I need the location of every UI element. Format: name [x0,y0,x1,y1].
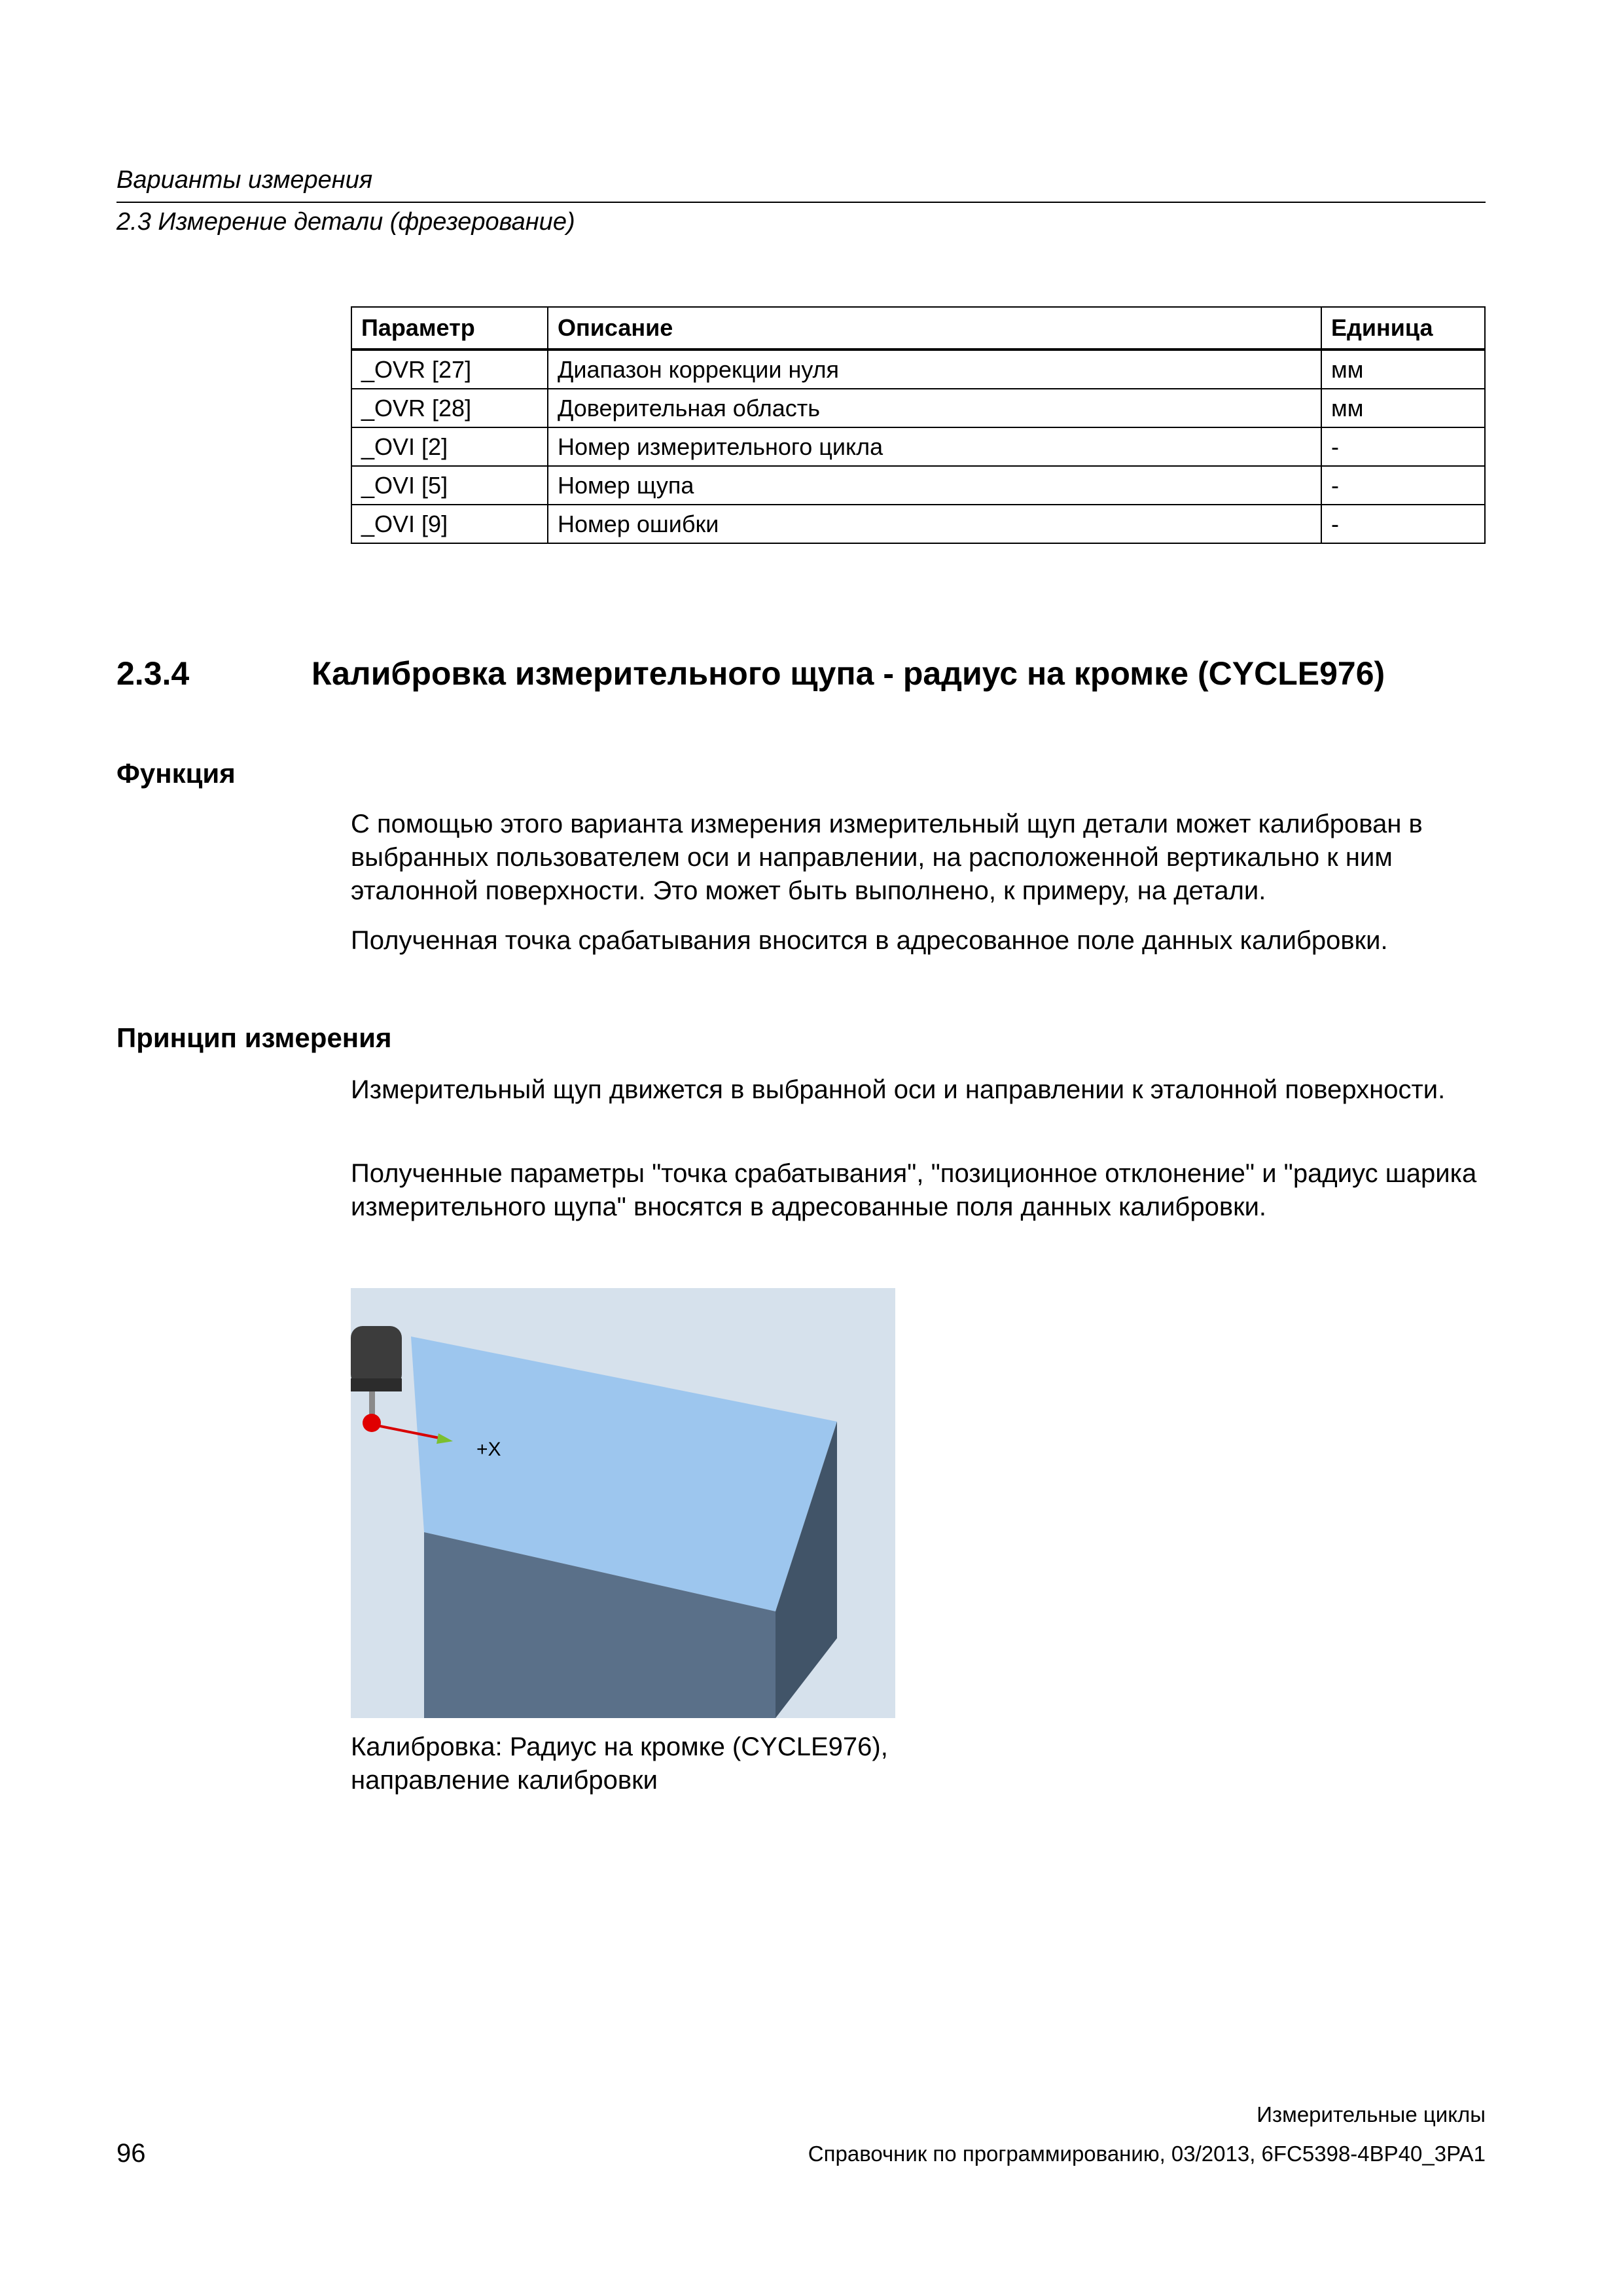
section-title: Калибровка измерительного щупа - радиус на кромке (CYCLE976) [312,655,1385,692]
column-header-unit: Единица [1321,307,1485,350]
cell-unit: мм [1321,389,1485,427]
probe-ball [363,1414,381,1432]
figure-caption-line-1: Калибровка: Радиус на кромке (CYCLE976), [351,1732,888,1761]
function-paragraph-1: С помощью этого варианта измерения измерительный щуп детали может калиброван в выбранных пользователем оси и направлении, на расположенной вертикально к ним эталонной поверхности. Это может быть выполнено, к примеру, на детали. [351,810,1423,905]
parameter-table [351,306,1486,544]
table-row [351,466,1485,505]
cell-description: Номер щупа [548,466,1321,505]
cell-unit: - [1321,466,1485,505]
table-row [351,427,1485,466]
cell-parameter: _OVI [9] [351,505,548,543]
table-row [351,350,1485,389]
footer-title: Измерительные циклы [1257,2102,1486,2126]
running-header-section: 2.3 Измерение детали (фрезерование) [116,208,575,236]
cell-description: Диапазон коррекции нуля [548,350,1321,389]
footer-reference: Справочник по программированию, 03/2013, 6FC5398-4BP40_3PA1 [808,2142,1486,2166]
cell-parameter: _OVR [28] [351,389,548,427]
calibration-figure [351,1288,895,1718]
function-heading: Функция [116,758,236,789]
cell-unit: - [1321,427,1485,466]
column-header-description: Описание [548,307,1321,350]
function-paragraph-2: Полученная точка срабатывания вносится в адресованное поле данных калибровки. [351,926,1388,955]
probe-collar [351,1378,402,1391]
column-header-parameter: Параметр [351,307,548,350]
cell-parameter: _OVI [2] [351,427,548,466]
table-row [351,505,1485,543]
figure-caption [351,1731,940,1797]
probe-body [351,1326,402,1386]
principle-paragraph-2: Полученные параметры "точка срабатывания", "позиционное отклонение" и "радиус шарика измерительного щупа" вносятся в адресованные поля данных калибровки. [351,1159,1477,1221]
table-header-row [351,307,1485,350]
axis-label: +X [476,1439,501,1460]
cell-parameter: _OVR [27] [351,350,548,389]
figure-caption-line-2: направление калибровки [351,1766,658,1795]
running-header-chapter: Варианты измерения [116,166,373,194]
cell-unit: - [1321,505,1485,543]
cell-description: Доверительная область [548,389,1321,427]
cell-parameter: _OVI [5] [351,466,548,505]
principle-heading: Принцип измерения [116,1022,392,1053]
calibration-illustration [351,1288,895,1718]
header-rule [116,202,1486,203]
table-row [351,389,1485,427]
cell-unit: мм [1321,350,1485,389]
cell-description: Номер измерительного цикла [548,427,1321,466]
section-number: 2.3.4 [116,655,190,692]
page-number: 96 [116,2139,146,2168]
principle-paragraph-1: Измерительный щуп движется в выбранной оси и направлении к эталонной поверхности. [351,1075,1446,1104]
cell-description: Номер ошибки [548,505,1321,543]
